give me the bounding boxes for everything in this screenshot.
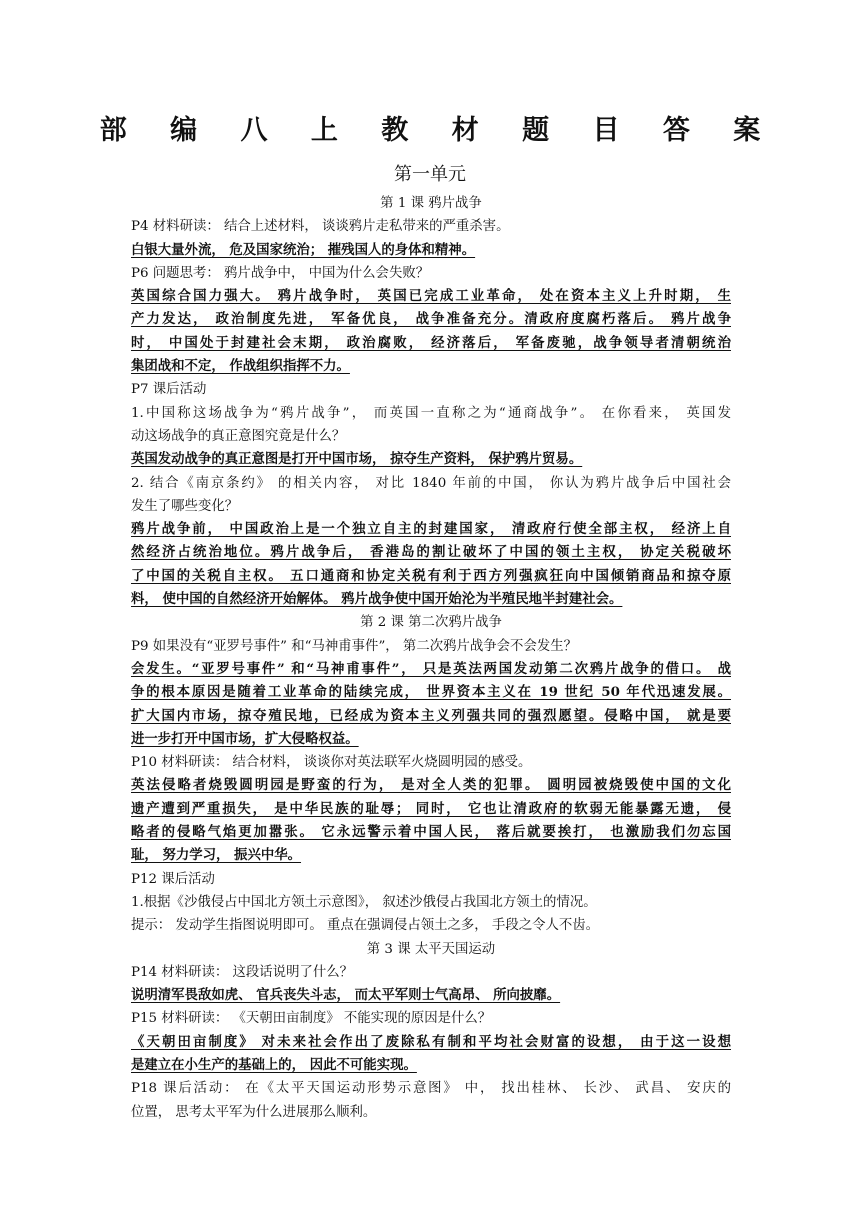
answer-line [131,728,731,751]
answer-text: 争的根本原因是随着工业革命的陆续完成， 世界资本主义在 19 世纪 50 年代迅速发展。 [131,684,731,701]
question-text: 位置， 思考太平军为什么进展那么顺利。 [131,1104,377,1120]
answer-text: 说明清军畏敌如虎、 官兵丧失斗志， 而太平军则士气高昂、 所向披靡。 [131,987,561,1004]
answer-text: 料， 使中国的自然经济开始解体。 鸦片战争使中国开始沦为半殖民地半封建社会。 [131,591,623,608]
answer-line [131,1031,731,1054]
lesson-heading-text: 第 1 课 鸦片战争 [380,196,482,211]
answer-line [131,332,731,355]
question-line [131,378,731,401]
question-text: 1.中国称这场战争为“鸦片战争”， 而英国一直称之为“通商战争”。 在你看来， 英国发 [131,405,731,421]
question-line [131,1101,731,1124]
answer-line [131,565,731,588]
question-line [131,495,731,518]
answer-text: 耻， 努力学习， 振兴中华。 [131,847,302,864]
question-line [131,891,731,914]
question-text: 1.根据《沙俄侵占中国北方领土示意图》， 叙述沙俄侵占我国北方领土的情况。 [131,894,597,910]
question-line [131,425,731,448]
answer-line [131,821,731,844]
answer-text: 集团战和不定， 作战组织指挥不力。 [131,358,350,375]
question-text: P10 材料研读： 结合材料， 谈谈你对英法联军火烧圆明园的感受。 [131,755,532,771]
question-line [131,472,731,495]
answer-line [131,798,731,821]
question-line [131,215,731,238]
answer-text: 扩大国内市场，掠夺殖民地，已经成为资本主义列强共同的强烈愿望。侵略中国， 就是要 [131,707,731,724]
answer-text: 英国综合国力强大。 鸦片战争时， 英国已完成工业革命， 处在资本主义上升时期， 生 [131,288,731,305]
answer-line [131,541,731,564]
question-text: P15 材料研读： 《天朝田亩制度》 不能实现的原因是什么？ [131,1011,492,1027]
answer-text: 《天朝田亩制度》 对未来社会作出了废除私有制和平均社会财富的设想， 由于这一设想 [131,1033,731,1050]
question-line [131,262,731,285]
answer-text: 英国发动战争的真正意图是打开中国市场， 掠夺生产资料， 保护鸦片贸易。 [131,451,583,468]
answer-text: 是建立在小生产的基础上的， 因此不可能实现。 [131,1056,417,1073]
answer-line [131,285,731,308]
answer-text: 了中国的关税自主权。 五口通商和协定关税有利于西方列强疯狂向中国倾销商品和掠夺原 [131,567,731,584]
question-text: P4 材料研读： 结合上述材料， 谈谈鸦片走私带来的严重杀害。 [131,219,510,235]
answer-text: 然经济占统治地位。鸦片战争后， 香港岛的割让破坏了中国的领土主权， 协定关税破坏 [131,544,731,561]
answer-line [131,658,731,681]
answer-line [131,588,731,611]
document-body [131,192,731,1124]
question-text: P9 如果没有“亚罗号事件” 和“马神甫事件”， 第二次鸦片战争会不会发生？ [131,638,578,654]
lesson-heading [131,611,731,634]
lesson-heading-text: 第 3 课 太平天国运动 [366,941,496,957]
answer-line [131,844,731,867]
lesson-heading [131,192,731,215]
answer-line [131,681,731,704]
question-text: P7 课后活动 [131,382,207,398]
page-title: 部 编 八 上 教 材 题 目 答 案 [99,115,778,146]
question-line [131,402,731,425]
unit-title: 第一单元 [394,164,466,185]
question-line [131,961,731,984]
answer-line [131,448,731,471]
question-text: 2. 结合《南京条约》 的相关内容， 对比 1840 年前的中国， 你认为鸦片战争后中国社会 [131,475,731,491]
lesson-heading-text: 第 2 课 第二次鸦片战争 [360,615,502,631]
answer-text: 会发生。“亚罗号事件” 和“马神甫事件”， 只是英法两国发动第二次鸦片战争的借口。 战 [131,660,731,677]
question-text: P12 课后活动 [131,871,215,887]
answer-text: 英法侵略者烧毁圆明园是野蛮的行为， 是对全人类的犯罪。 圆明园被烧毁使中国的文化 [131,777,731,794]
question-line [131,1077,731,1100]
question-line [131,914,731,937]
question-line [131,751,731,774]
question-line [131,1007,731,1030]
answer-line [131,984,731,1007]
answer-line [131,308,731,331]
question-text: P14 材料研读： 这段话说明了什么？ [131,964,354,980]
lesson-heading [131,938,731,961]
question-text: 提示： 发动学生指图说明即可。 重点在强调侵占领土之多， 手段之令人不齿。 [131,918,600,934]
answer-text: 进一步打开中国市场，扩大侵略权益。 [131,730,359,747]
answer-line [131,1054,731,1077]
answer-line [131,774,731,797]
answer-line [131,705,731,728]
answer-line [131,355,731,378]
answer-text: 白银大量外流， 危及国家统治； 摧残国人的身体和精神。 [131,241,476,258]
answer-text: 略者的侵略气焰更加嚣张。 它永远警示着中国人民， 落后就要挨打， 也激励我们勿忘国 [131,824,731,841]
answer-line [131,239,731,262]
answer-text: 时， 中国处于封建社会末期， 政治腐败， 经济落后， 军备废驰，战争领导者清朝统治 [131,334,731,351]
question-text: P6 问题思考： 鸦片战争中， 中国为什么会失败？ [131,265,430,281]
answer-text: 鸦片战争前， 中国政治上是一个独立自主的封建国家， 清政府行使全部主权， 经济上自 [131,521,731,538]
question-text: P18 课后活动： 在《太平天国运动形势示意图》 中， 找出桂林、 长沙、 武昌、 安庆的 [131,1081,731,1097]
answer-text: 遗产遭到严重损失， 是中华民族的耻辱； 同时， 它也让清政府的软弱无能暴露无遗， 侵 [131,800,731,817]
question-text: 动这场战争的真正意图究竟是什么？ [131,428,346,444]
question-text: 发生了哪些变化？ [131,498,239,514]
answer-text: 产力发达， 政治制度先进， 军备优良， 战争准备充分。清政府度腐朽落后。 鸦片战争 [131,311,731,328]
question-line [131,868,731,891]
answer-line [131,518,731,541]
question-line [131,635,731,658]
